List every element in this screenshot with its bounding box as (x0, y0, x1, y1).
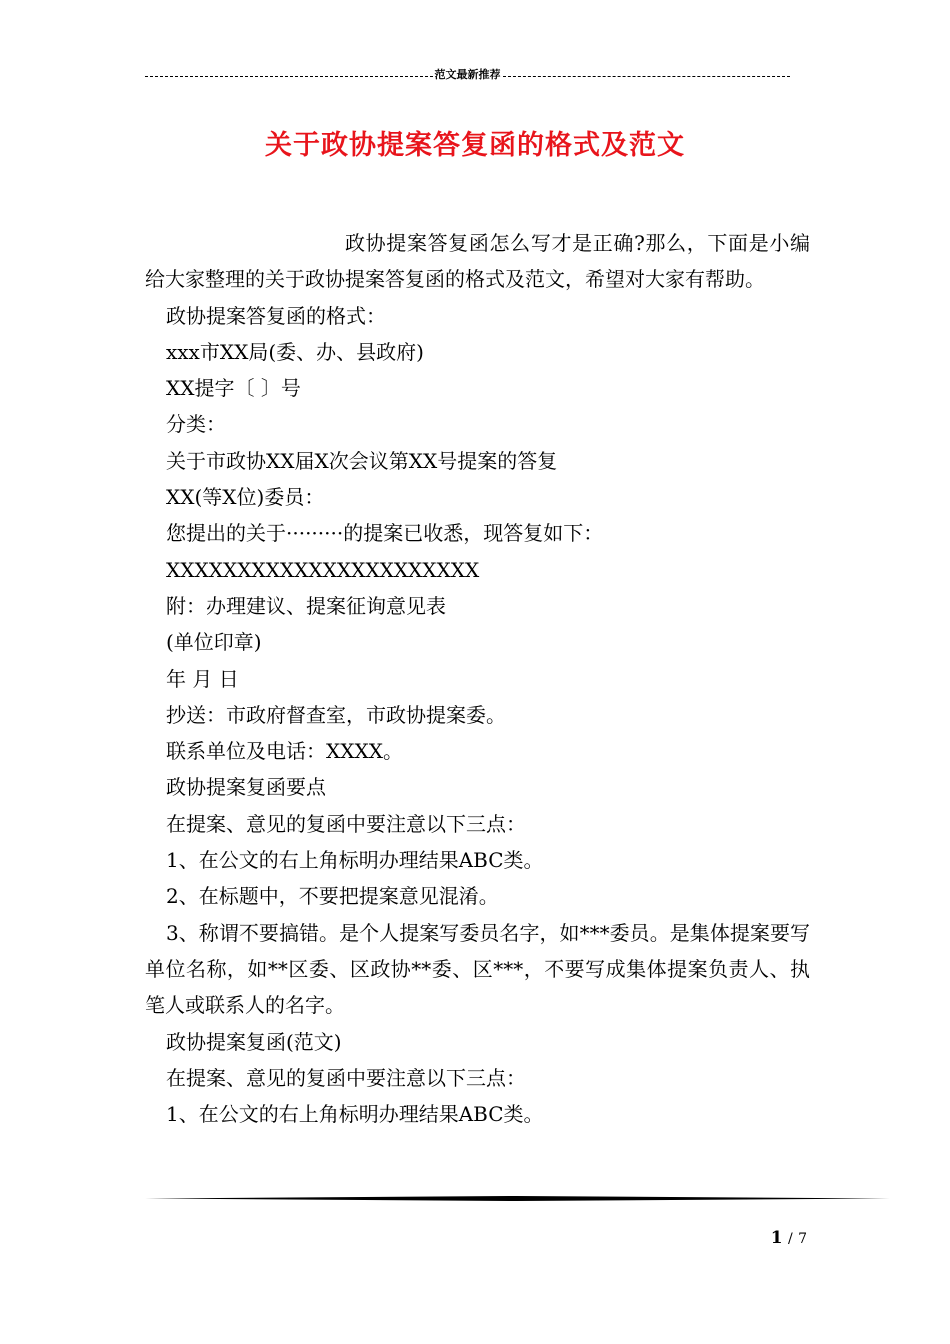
paragraph-point-2: 2、在标题中，不要把提案意见混淆。 (166, 884, 499, 909)
paragraph-subject: 关于市政协XX届X次会议第XX号提案的答复 (166, 448, 558, 473)
header-dashes-right (503, 76, 791, 77)
paragraph-point-3: 3、称谓不要搞错。是个人提案写委员名字，如***委员。是集体提案要写单位名称，如**区委、区政协**委、区***，不要写成集体提案负责人、执笔人或联系人的名字。 (145, 920, 810, 1018)
paragraph-three-points-repeat: 在提案、意见的复函中要注意以下三点： (166, 1065, 526, 1090)
paragraph-point-1-repeat: 1、在公文的右上角标明办理结果ABC类。 (166, 1102, 544, 1127)
page-number (771, 1228, 807, 1248)
paragraph-sender: xxx市XX局(委、办、县政府) (166, 339, 424, 364)
paragraph-point-1: 1、在公文的右上角标明办理结果ABC类。 (166, 848, 544, 873)
page-current: 1 (770, 1228, 783, 1248)
paragraph-date: 年 月 日 (166, 666, 239, 691)
paragraph-doc-number: XX提字〔 〕号 (166, 376, 301, 401)
document-body (145, 225, 810, 1132)
header-label: 范文最新推荐 (434, 68, 501, 81)
paragraph-cc: 抄送：市政府督查室，市政协提案委。 (166, 702, 506, 727)
paragraph-sample-heading: 政协提案复函(范文) (166, 1029, 342, 1054)
page-separator: / (787, 1231, 793, 1247)
paragraph-salutation: XX(等X位)委员： (166, 485, 325, 510)
paragraph-category: 分类： (166, 412, 226, 437)
header-dashes-left (145, 76, 433, 77)
page-header (145, 68, 790, 82)
paragraph-reply-body: XXXXXXXXXXXXXXXXXXXXXX (166, 557, 480, 582)
page-total: 7 (798, 1231, 807, 1247)
intro-paragraph: 政协提案答复函怎么写才是正确?那么，下面是小编给大家整理的关于政协提案答复函的格式及范文，希望对大家有帮助。 (145, 231, 810, 292)
paragraph-three-points: 在提案、意见的复函中要注意以下三点： (166, 811, 526, 836)
document-title: 关于政协提案答复函的格式及范文 (265, 130, 685, 161)
paragraph-seal: (单位印章) (166, 630, 262, 655)
paragraph-acknowledgement: 您提出的关于·········的提案已收悉，现答复如下： (166, 521, 604, 546)
paragraph-contact: 联系单位及电话：XXXX。 (166, 739, 403, 764)
paragraph-format-heading: 政协提案答复函的格式： (166, 303, 386, 328)
paragraph-key-points-heading: 政协提案复函要点 (166, 775, 326, 800)
paragraph-attachment: 附：办理建议、提案征询意见表 (166, 593, 446, 618)
footer-rule (145, 1196, 890, 1201)
